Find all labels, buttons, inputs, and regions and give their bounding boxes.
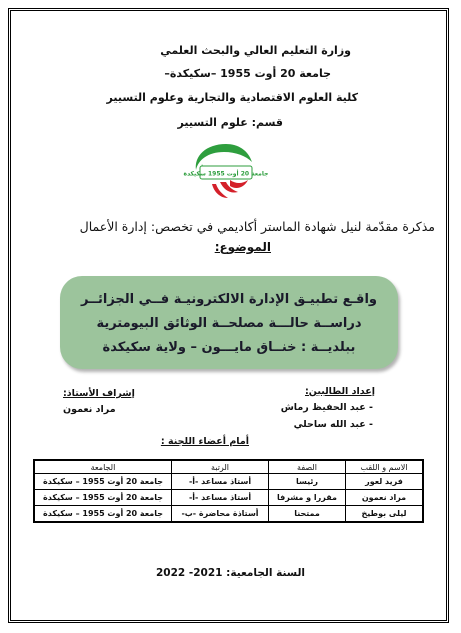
faculty-line: كلية العلوم الاقتصادية والتجارية وعلوم التسيير (106, 91, 358, 104)
university-line: جامعة 20 أوت 1955 –سكيكدة– (164, 67, 331, 80)
supervisor-name: مراد نعمون (63, 404, 116, 415)
subject-label: الموضوع: (214, 240, 271, 254)
table-cell: فريد لعور (346, 474, 424, 490)
table-cell: ممتحنا (269, 506, 346, 523)
table-cell: جامعة 20 أوت 1955 – سكيكدة (34, 506, 172, 523)
department-line: قسم: علوم التسيير (177, 116, 283, 129)
university-logo-icon (183, 140, 269, 202)
column-header: الاسم و اللقب (346, 460, 424, 474)
table-cell: أستاذ مساعد -أ- (172, 474, 269, 490)
title-line-2: دراســة حالـــة مصلحــة الوثائق البيومترية (96, 316, 362, 331)
table-cell: مراد نعمون (346, 490, 424, 506)
column-header: الرتبة (172, 460, 269, 474)
title-box (60, 276, 398, 369)
table-cell: أستاذة محاضرة -ب- (172, 506, 269, 523)
table-row (34, 506, 423, 523)
committee-table (33, 459, 424, 523)
column-header: الصفة (269, 460, 346, 474)
table-cell: رئيسا (269, 474, 346, 490)
table-row (34, 474, 423, 490)
column-header: الجامعة (34, 460, 172, 474)
title-line-1: واقـع تطبيـق الإدارة الالكترونيـة فــي الجزائــر (81, 292, 377, 307)
committee-label: أمام أعضاء اللجنة : (160, 436, 249, 447)
table-cell: جامعة 20 أوت 1955 – سكيكدة (34, 490, 172, 506)
title-line-3: ببلديــة : خنــاق مايـــون – ولاية سكيكدة (102, 340, 356, 355)
table-row (34, 490, 423, 506)
table-cell: ليلى بوطيخ (346, 506, 424, 523)
academic-year: السنة الجامعية: 2021- 2022 (155, 567, 305, 579)
students-label: إعداد الطالبين: (305, 386, 375, 397)
supervisor-label: إشراف الأستاذ: (63, 388, 135, 399)
thesis-line: مذكرة مقدّمة لنيل شهادة الماستر أكاديمي في تخصص: إدارة الأعمال (79, 219, 435, 234)
table-cell: جامعة 20 أوت 1955 – سكيكدة (34, 474, 172, 490)
student-name-2: - عبد الله ساحلي (293, 419, 373, 430)
ministry-line: وزارة التعليم العالي والبحث العلمي (160, 44, 351, 57)
table-cell: مقررا و مشرفا (269, 490, 346, 506)
logo-text: جامعة 20 أوت 1955 سكيكدة (183, 170, 269, 178)
student-name-1: - عبد الحفيظ رماش (280, 402, 373, 413)
table-cell: أستاذ مساعد -أ- (172, 490, 269, 506)
table-header-row (34, 460, 423, 474)
